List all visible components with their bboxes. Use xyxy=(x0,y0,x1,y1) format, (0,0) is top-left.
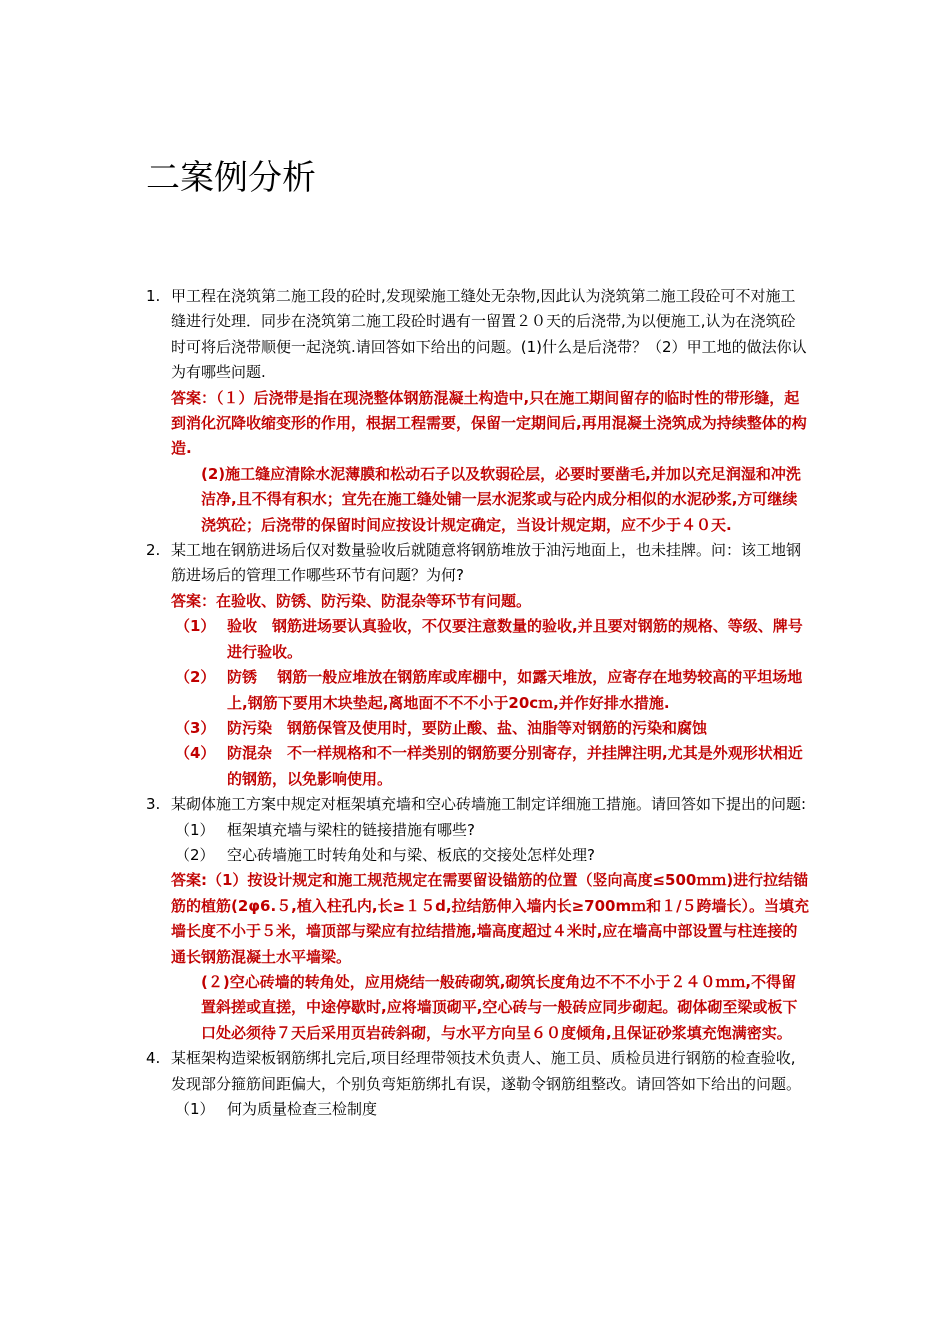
sub-question-text: 何为质量检查三检制度 xyxy=(227,1100,378,1118)
answer-paragraph: 答案:（1）按设计规定和施工规范规定在需要留设锚筋的位置（竖向高度≤500ｍｍ)进行拉结锚筋的植筋(2φ6.５,植入柱孔内,长≥１５d,拉结筋伸入墙内长≥700mｍ和１/５跨墙长）。当填充墙长度不小于５米，墙顶部与梁应有拉结措施,墙高度超过４米时,应在墙高中部设置与柱连接的通长钢筋混凝土水平墙梁。 xyxy=(171,871,810,966)
list-item-text: 验收 钢筋进场要认真验收，不仅要注意数量的验收,并且要对钢筋的规格、等级、牌号进行验收。 xyxy=(227,617,803,661)
sub-question-number: （1） xyxy=(175,820,215,839)
question-2 xyxy=(146,538,810,792)
sub-question-text: 空心砖墙施工时转角处和与梁、板底的交接处怎样处理? xyxy=(227,845,595,864)
list-item-number: （2） xyxy=(175,668,216,687)
sub-question xyxy=(171,818,810,843)
answer-list-item xyxy=(171,665,810,716)
sub-question xyxy=(171,1097,810,1122)
question-number: 2. xyxy=(146,541,161,560)
list-item-text: 防污染 钢筋保管及使用时，要防止酸、盐、油脂等对钢筋的污染和腐蚀 xyxy=(227,718,708,737)
answer-paragraph: (2)施工缝应清除水泥薄膜和松动石子以及软弱砼层，必要时要凿毛,并加以充足润湿和冲洗洁净,且不得有积水；宜先在施工缝处铺一层水泥浆或与砼内成分相似的水泥砂浆,方可继续浇筑砼；后浇带的保留时间应按设计规定确定，当设计规定期，应不少于４０天. xyxy=(201,464,801,534)
answer-paragraph: 答案：在验收、防锈、防污染、防混杂等环节有问题。 xyxy=(171,591,532,610)
sub-question-number: （2） xyxy=(175,845,215,864)
question-number: 1. xyxy=(146,287,161,305)
question-1 xyxy=(146,284,810,538)
answer-list-item xyxy=(171,614,810,665)
list-item-number: （3） xyxy=(175,718,216,737)
sub-question-number: （1） xyxy=(175,1100,215,1118)
list-item-number: （1） xyxy=(175,617,216,636)
document-body xyxy=(146,284,810,1122)
answer-list-item xyxy=(171,741,810,792)
answer-list-item xyxy=(171,716,810,741)
question-text: 甲工程在浇筑第二施工段的砼时,发现梁施工缝处无杂物,因此认为浇筑第二施工段砼可不对施工缝进行处理．同步在浇筑第二施工段砼时遇有一留置２０天的后浇带,为以便施工,认为在浇筑砼时可将后浇带顺便一起浇筑.请回答如下给出的问题。(1)什么是后浇带？（2）甲工地的做法你认为有哪些问题. xyxy=(171,287,807,382)
question-text: 某框架构造梁板钢筋绑扎完后,项目经理带领技术负责人、施工员、质检员进行钢筋的检查验收,发现部分箍筋间距偏大，个别负弯矩筋绑扎有误，遂勒令钢筋组整改。请回答如下给出的问题。 xyxy=(171,1049,802,1093)
question-text: 某工地在钢筋进场后仅对数量验收后就随意将钢筋堆放于油污地面上，也未挂牌。问：该工地钢筋进场后的管理工作哪些环节有问题？为何? xyxy=(171,541,802,585)
question-4 xyxy=(146,1046,810,1122)
question-text: 某砌体施工方案中规定对框架填充墙和空心砖墙施工制定详细施工措施。请回答如下提出的问题: xyxy=(171,795,807,814)
answer-paragraph: 答案：（１）后浇带是指在现浇整体钢筋混凝土构造中,只在施工期间留存的临时性的带形缝，起到消化沉降收缩变形的作用，根据工程需要，保留一定期间后,再用混凝土浇筑成为持续整体的构造. xyxy=(171,388,807,458)
sub-question-text: 框架填充墙与梁柱的链接措施有哪些? xyxy=(227,820,475,839)
answer-paragraph: (２)空心砖墙的转角处，应用烧结一般砖砌筑,砌筑长度角边不不不小于２４０ｍｍ,不得留置斜搓或直搓，中途停歇时,应将墙顶砌平,空心砖与一般砖应同步砌起。砌体砌至梁或板下口处必须待７天后采用页岩砖斜砌，与水平方向呈６０度倾角,且保证砂浆填充饱满密实。 xyxy=(201,972,798,1042)
question-number: 3. xyxy=(146,795,161,814)
question-3 xyxy=(146,792,810,1046)
list-item-text: 防混杂 不一样规格和不一样类别的钢筋要分别寄存，并挂牌注明,尤其是外观形状相近的钢筋，以免影响使用。 xyxy=(227,744,803,788)
sub-question xyxy=(171,843,810,868)
list-item-number: （4） xyxy=(175,744,216,763)
question-number: 4. xyxy=(146,1049,161,1068)
list-item-text: 防锈 钢筋一般应堆放在钢筋库或库棚中，如露天堆放，应寄存在地势较高的平坦场地上,钢筋下要用木块垫起,离地面不不不小于20cｍ,并作好排水措施. xyxy=(227,668,803,712)
document-title: 二案例分析 xyxy=(146,158,316,198)
